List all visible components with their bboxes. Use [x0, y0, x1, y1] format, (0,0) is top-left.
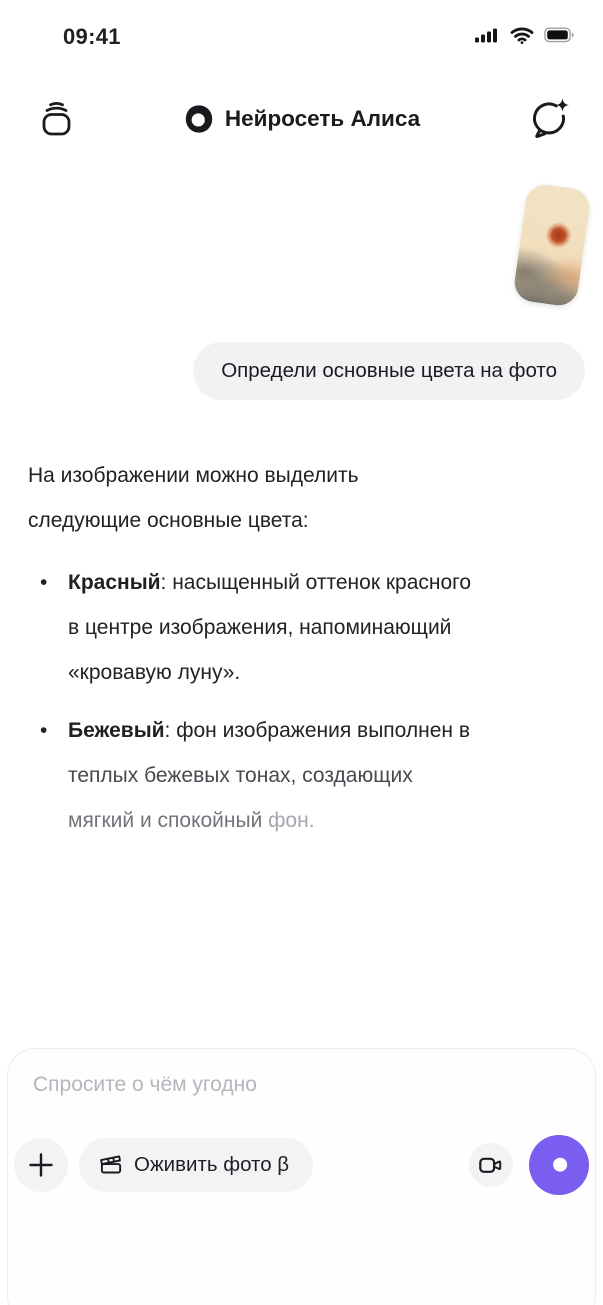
bullet-dot: •: [40, 571, 48, 594]
composer-card: [7, 1048, 596, 1305]
alice-voice-dot-icon: [553, 1158, 567, 1172]
header: [0, 88, 603, 150]
cellular-signal-icon: [474, 26, 500, 44]
color-term: Бежевый: [68, 719, 165, 742]
list-item-text: Бежевый: фон изображения выполнен в теплых бежевых тонах, создающих мягкий и спокойный фон.: [68, 719, 471, 832]
new-chat-button[interactable]: [525, 94, 573, 142]
page-title: Нейросеть Алиса: [224, 106, 421, 131]
user-message-bubble: [193, 342, 585, 400]
battery-icon: [544, 27, 575, 43]
list-item: [28, 708, 578, 843]
assistant-message: [28, 453, 578, 843]
revive-photo-label: Оживить фото β: [134, 1153, 290, 1176]
wifi-icon: [510, 26, 534, 44]
streaming-text-faded: фон.: [268, 809, 315, 832]
status-icons: [474, 26, 575, 44]
alice-logo-icon: [183, 103, 215, 135]
video-camera-icon: [479, 1156, 503, 1175]
composer-buttons-row: [14, 1135, 589, 1195]
message-input[interactable]: [33, 1073, 553, 1097]
alice-voice-button[interactable]: [529, 1135, 589, 1195]
attach-button[interactable]: [14, 1138, 68, 1192]
status-bar: [0, 18, 603, 58]
user-message-text: Определи основные цвета на фото: [221, 359, 557, 382]
photo-attachment-thumbnail[interactable]: [512, 182, 592, 308]
bullet-dot: •: [40, 719, 48, 742]
new-chat-sparkle-icon: [526, 95, 572, 141]
color-term: Красный: [68, 571, 161, 594]
plus-icon: [27, 1151, 55, 1179]
revive-photo-button[interactable]: [79, 1138, 313, 1192]
list-item-text: Красный: насыщенный оттенок красного в центре изображения, напоминающий «кровавую луну».: [68, 571, 472, 684]
video-call-button[interactable]: [469, 1143, 513, 1187]
clapperboard-icon: [99, 1153, 124, 1178]
list-item: [28, 560, 578, 695]
streaming-text: мягкий и спокойный: [68, 809, 269, 832]
color-list: [28, 560, 578, 843]
status-time: 09:41: [63, 24, 121, 49]
header-title-group: [0, 88, 603, 150]
assistant-intro: На изображении можно выделить следующие основные цвета:: [28, 464, 359, 532]
